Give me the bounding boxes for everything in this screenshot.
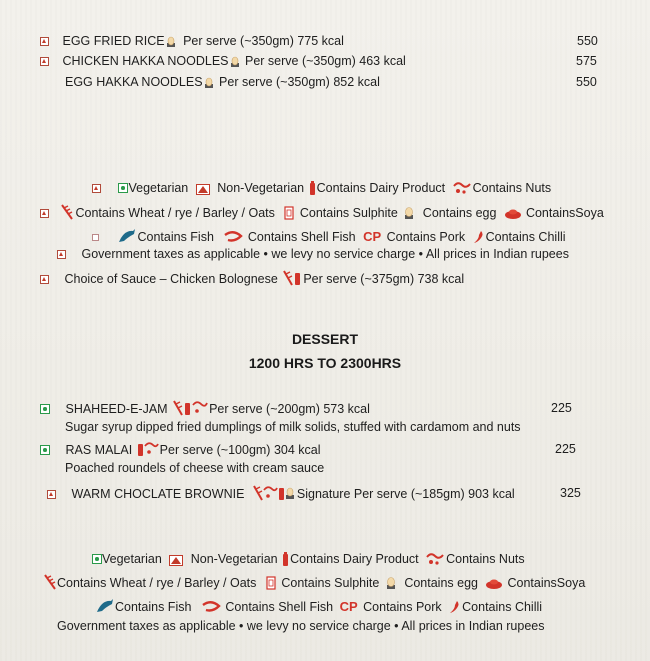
item-name: WARM CHOCLATE BROWNIE: [71, 487, 245, 501]
item-name: CHICKEN HAKKA NOODLES: [62, 54, 229, 68]
item-desc: Per serve (~350gm) 463 kcal: [244, 54, 406, 68]
sulphite-icon: [266, 576, 276, 590]
legend-pork: Contains Pork: [363, 600, 442, 614]
legend-taxes: Government taxes as applicable • we levy no service charge • All prices in Indian rupees: [81, 247, 569, 261]
menu-item-sauce: [40, 270, 464, 287]
non-veg-icon: [47, 490, 56, 499]
legend-nuts: Contains Nuts: [446, 552, 525, 566]
wheat-nuts-dairy-egg-icon: [252, 485, 296, 501]
item-price: 550: [577, 34, 598, 48]
nuts-icon: [425, 552, 445, 566]
soya-icon: [504, 208, 522, 220]
wheat-dairy-nuts-icon: [172, 400, 208, 416]
legend-row-1: [92, 180, 551, 196]
wheat-icon: [44, 574, 56, 590]
legend-row-3-b: [95, 598, 542, 615]
egg-icon: [166, 36, 176, 48]
legend-sulphite: Contains Sulphite: [299, 206, 398, 220]
non-veg-icon: [40, 275, 49, 284]
sulphite-icon: [284, 206, 294, 220]
legend-soya: ContainsSoya: [525, 206, 604, 220]
dairy-icon: [282, 552, 289, 566]
item-name: SHAHEED-E-JAM: [65, 402, 168, 416]
menu-item-shaheed-e-jam: [40, 400, 370, 417]
item-desc: Per serve (~200gm) 573 kcal: [209, 402, 370, 416]
item-price: 225: [551, 401, 572, 415]
legend-dairy: Contains Dairy Product: [316, 181, 446, 195]
soya-icon: [485, 578, 503, 590]
chilli-icon: [473, 230, 485, 244]
menu-item-egg-fried-rice: [40, 33, 344, 49]
dairy-icon: [309, 181, 316, 195]
item-price: 575: [576, 54, 597, 68]
legend-fish: Contains Fish: [137, 230, 214, 244]
item-name: RAS MALAI: [65, 443, 133, 457]
item-desc: Signature Per serve (~185gm) 903 kcal: [296, 487, 515, 501]
fish-icon: [118, 228, 136, 244]
legend-soya: ContainsSoya: [507, 576, 586, 590]
non-veg-icon: [40, 209, 49, 218]
item-price: 325: [560, 486, 581, 500]
item-desc: Per serve (~350gm) 775 kcal: [183, 34, 344, 48]
legend-chilli: Contains Chilli: [485, 230, 566, 244]
section-hours: 1200 HRS TO 2300HRS: [248, 355, 402, 371]
chilli-icon: [449, 600, 461, 614]
pork-icon: CP: [339, 599, 358, 614]
egg-icon: [230, 56, 240, 68]
item-name: EGG FRIED RICE: [62, 34, 165, 48]
legend-shellfish: Contains Shell Fish: [225, 600, 334, 614]
veg-icon: [92, 554, 102, 564]
legend-pork: Contains Pork: [386, 230, 466, 244]
shellfish-icon: [223, 230, 243, 244]
fish-icon: [96, 598, 114, 614]
item-price: 225: [555, 442, 576, 456]
legend-row-3: [92, 228, 566, 245]
item-description: Sugar syrup dipped fried dumplings of milk solids, stuffed with cardamom and nuts: [65, 420, 521, 434]
legend-wheat: Contains Wheat / rye / Barley / Oats: [75, 206, 275, 220]
item-desc: Per serve (~100gm) 304 kcal: [159, 443, 321, 457]
item-description: Poached roundels of cheese with cream sauce: [65, 461, 325, 475]
legend-row-taxes: [57, 246, 569, 262]
legend-non-vegetarian: Non-Vegetarian: [217, 181, 305, 195]
nuts-icon: [452, 181, 472, 195]
legend-fish: Contains Fish: [115, 600, 192, 614]
legend-chilli: Contains Chilli: [462, 600, 543, 614]
non-veg-icon: [40, 37, 49, 46]
menu-item-egg-hakka-noodles: [65, 74, 380, 90]
legend-row-2-b: [43, 574, 585, 591]
non-veg-triangle-icon: [196, 184, 210, 195]
legend-row-1-b: [92, 551, 525, 567]
menu-item-ras-malai: [40, 441, 321, 458]
legend-shellfish: Contains Shell Fish: [247, 230, 356, 244]
legend-egg: Contains egg: [404, 576, 478, 590]
legend-taxes-b: Government taxes as applicable • we levy no service charge • All prices in Indian rupees: [57, 619, 545, 633]
wheat-dairy-icon: [282, 270, 302, 286]
veg-icon: [40, 445, 50, 455]
veg-icon: [40, 404, 50, 414]
item-desc: Per serve (~375gm) 738 kcal: [303, 272, 465, 286]
egg-icon: [385, 576, 397, 590]
egg-icon: [204, 77, 214, 89]
shellfish-icon: [201, 600, 221, 614]
item-desc: Per serve (~350gm) 852 kcal: [219, 75, 380, 89]
pork-icon: CP: [363, 229, 382, 244]
section-title-dessert: DESSERT: [291, 331, 359, 347]
legend-sulphite: Contains Sulphite: [281, 576, 380, 590]
item-name: EGG HAKKA NOODLES: [65, 75, 203, 89]
legend-dairy: Contains Dairy Product: [290, 552, 419, 566]
small-non-veg-icon: [92, 234, 99, 241]
item-price: 550: [576, 75, 597, 89]
legend-non-vegetarian: Non-Vegetarian: [190, 552, 278, 566]
legend-vegetarian: Vegetarian: [102, 552, 162, 566]
legend-wheat: Contains Wheat / rye / Barley / Oats: [57, 576, 257, 590]
menu-item-warm-choclate-brownie: [47, 485, 515, 502]
egg-icon: [403, 206, 415, 220]
non-veg-icon: [40, 57, 49, 66]
legend-row-2: [40, 204, 604, 221]
legend-nuts: Contains Nuts: [472, 181, 552, 195]
legend-egg: Contains egg: [422, 206, 497, 220]
non-veg-icon: [57, 250, 66, 259]
non-veg-triangle-icon: [169, 555, 183, 566]
non-veg-icon: [92, 184, 101, 193]
menu-item-chicken-hakka-noodles: [40, 53, 406, 69]
veg-icon: [118, 183, 128, 193]
legend-vegetarian: Vegetarian: [128, 181, 189, 195]
item-name: Choice of Sauce – Chicken Bolognese: [64, 272, 278, 286]
dairy-nuts-icon: [137, 441, 159, 457]
wheat-icon: [60, 204, 74, 220]
